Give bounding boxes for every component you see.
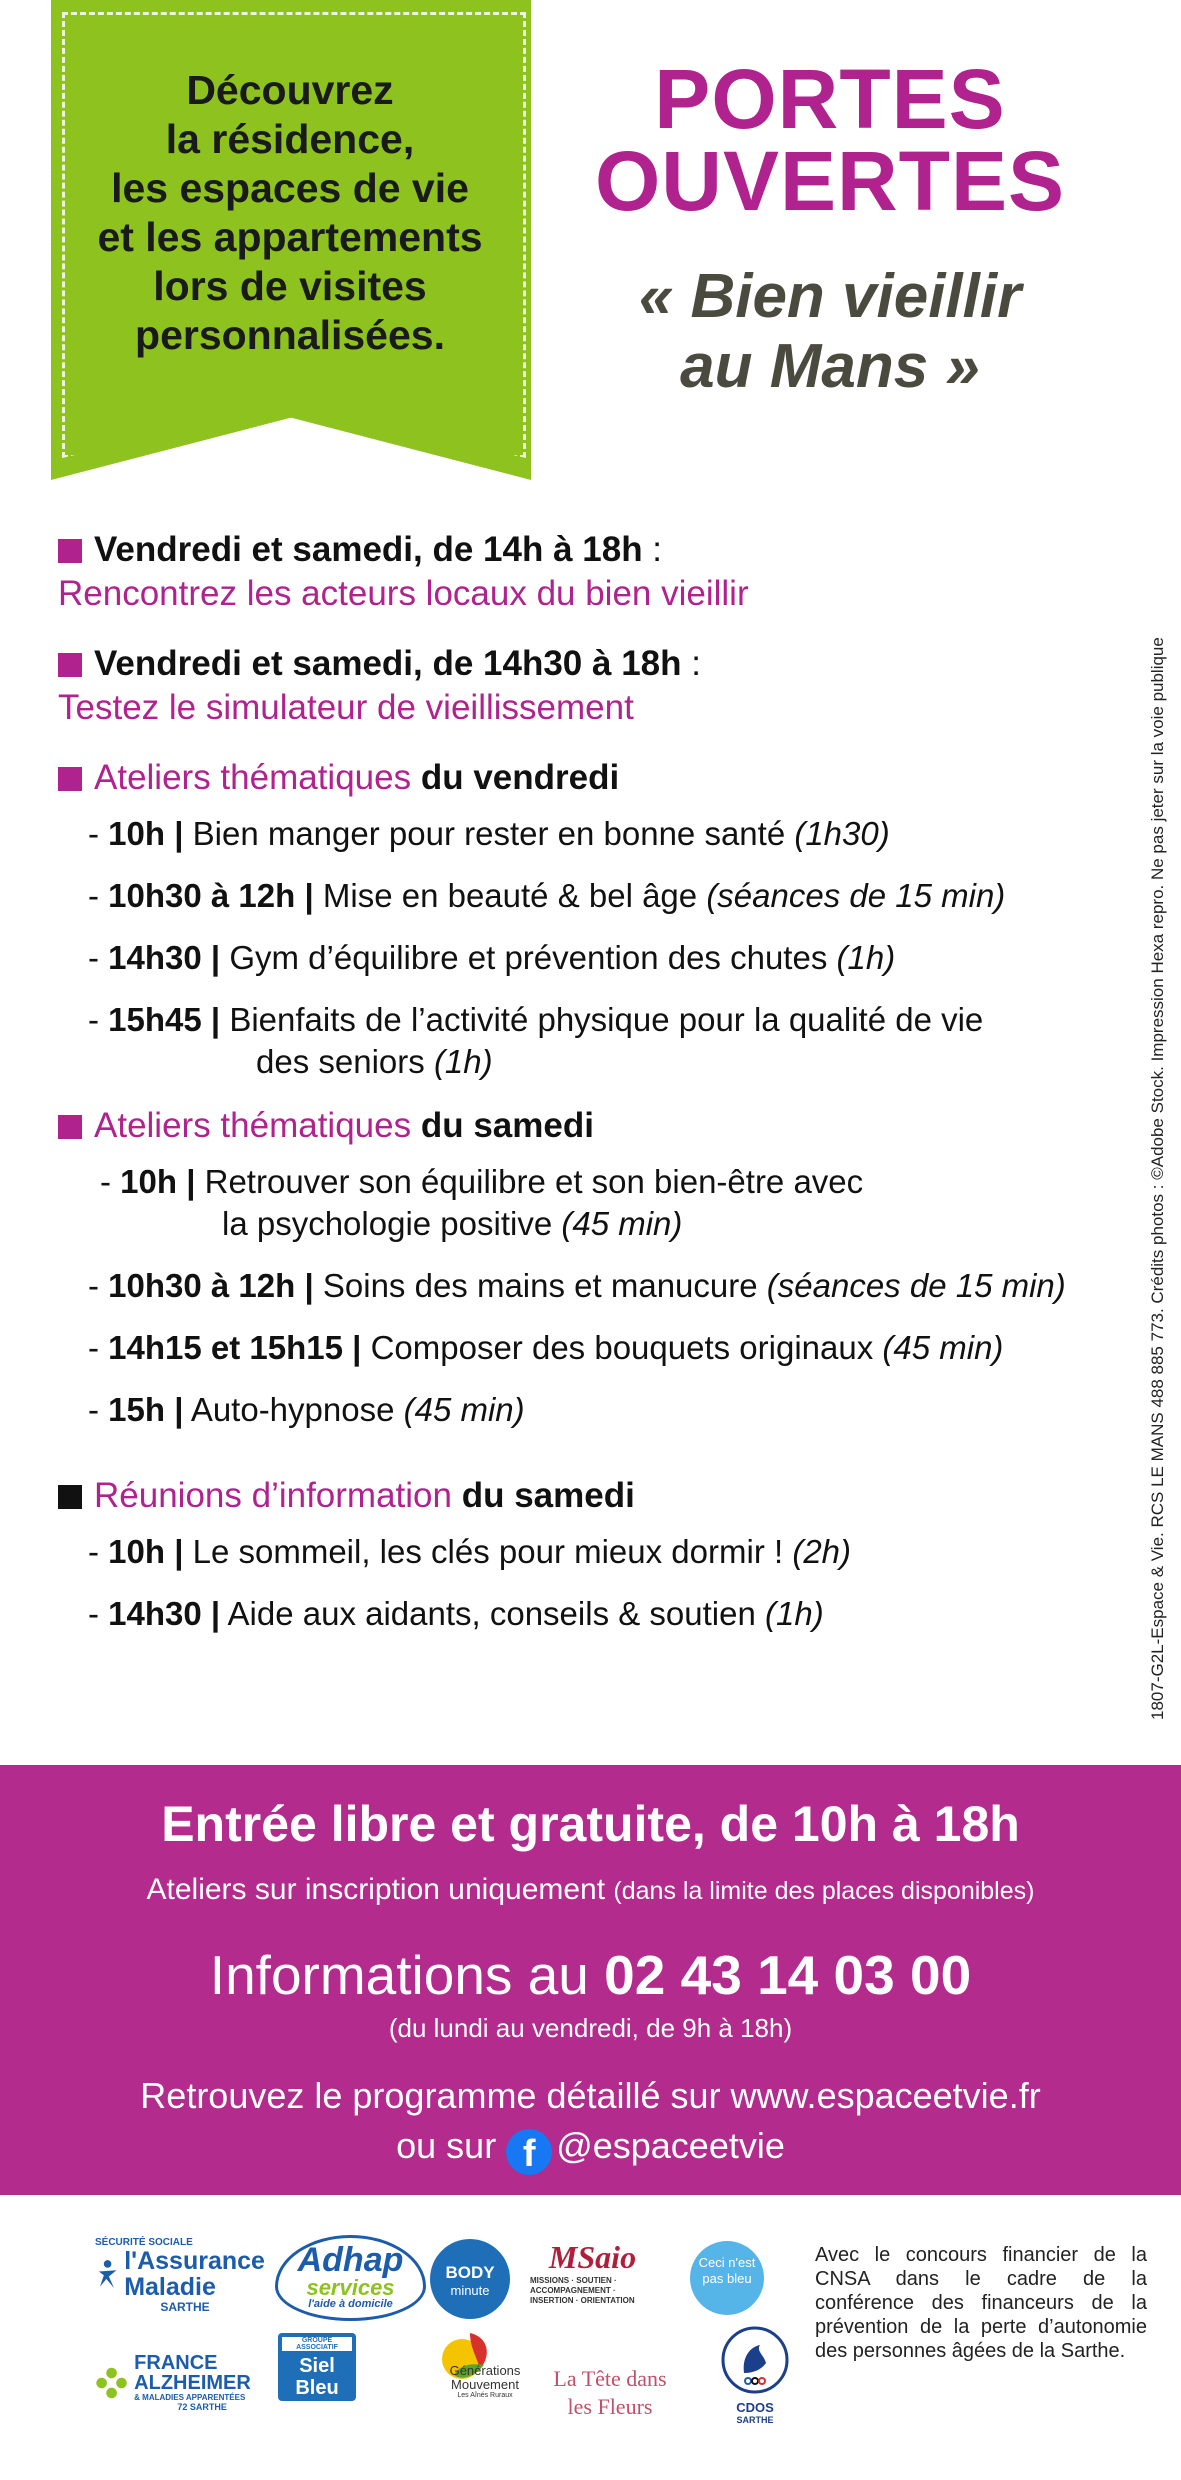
ceci-nest-pas-bleu-logo: [690, 2241, 764, 2315]
banner-text: [70, 66, 510, 360]
body-minute-logo: [430, 2239, 510, 2319]
tete-dans-les-fleurs-logo: La Tête dans les Fleurs: [553, 2366, 667, 2419]
social-handle[interactable]: @espaceetvie: [556, 2125, 785, 2166]
logo-text: Les Aînés Ruraux: [457, 2392, 513, 2399]
list-item: - 14h30 | Gym d’équilibre et prévention des chutes (1h): [88, 939, 896, 976]
title-line: OUVERTES: [594, 134, 1066, 228]
siel-bleu-logo: [278, 2333, 356, 2401]
facebook-icon[interactable]: f: [506, 2129, 552, 2175]
subtitle-line: au Mans »: [680, 332, 980, 401]
bullet-square-icon: [58, 539, 82, 563]
section-heading-friday: [58, 756, 1118, 800]
item-text: Soins des mains et manucure: [322, 1267, 767, 1304]
logo-text: MISSIONS · SOUTIEN · ACCOMPAGNEMENT · INSERTION · ORIENTATION: [530, 2276, 635, 2305]
section-heading-bold: du samedi: [411, 1106, 594, 1145]
list-item: - 10h | Le sommeil, les clés pour mieux dormir ! (2h): [88, 1533, 852, 1570]
item-text: Gym d’équilibre et prévention des chutes: [229, 939, 837, 976]
title-line: PORTES: [654, 52, 1006, 146]
logo-text: l'aide à domicile: [308, 2298, 393, 2310]
item-time: 10h30 à 12h: [108, 877, 296, 914]
event-description: Rencontrez les acteurs locaux du bien vieillir: [58, 574, 749, 613]
registration-note: (dans la limite des places disponibles): [613, 1877, 1035, 1905]
registration-text: [0, 1873, 1181, 1907]
social-prefix: ou sur: [396, 2125, 507, 2166]
logo-text: SARTHE: [160, 2300, 210, 2314]
assurance-maladie-logo: [95, 2237, 275, 2314]
subtitle-line: « Bien vieillir: [638, 262, 1022, 331]
banner-line: la résidence,: [165, 116, 415, 162]
item-time: 14h30: [108, 939, 202, 976]
event-colon: :: [681, 644, 701, 683]
item-text: Composer des bouquets originaux: [370, 1329, 883, 1366]
item-duration: (1h30): [794, 815, 890, 852]
logo-text: CDOS: [715, 2400, 795, 2415]
entry-text: Entrée libre et gratuite, de 10h à 18h: [161, 1796, 1020, 1852]
logo-text: minute: [450, 2283, 490, 2298]
event-colon: :: [642, 530, 663, 569]
section-heading-colored: Ateliers thématiques: [94, 1106, 412, 1145]
item-text: des seniors: [256, 1043, 434, 1080]
item-text: Auto-hypnose: [190, 1391, 404, 1428]
event-title: Vendredi et samedi, de 14h à 18h: [94, 530, 643, 569]
banner-line: personnalisées.: [135, 312, 445, 358]
generations-mouvement-logo: [405, 2325, 535, 2399]
section-heading-saturday: [58, 1104, 1118, 1148]
logo-text: Ceci n'est pas bleu: [698, 2255, 756, 2286]
bullet-square-icon: [58, 1485, 82, 1509]
item-duration: (2h): [792, 1533, 852, 1570]
bullet-square-icon: [58, 767, 82, 791]
item-time: 15h: [108, 1391, 166, 1428]
list-item: - 14h30 | Aide aux aidants, conseils & soutien (1h): [88, 1595, 824, 1632]
item-duration: (45 min): [882, 1329, 1004, 1366]
list-item: - 10h30 à 12h | Soins des mains et manucure (séances de 15 min): [88, 1267, 1066, 1304]
page-subtitle: [580, 262, 1080, 402]
msaio-logo: [530, 2239, 655, 2306]
item-time: 10h: [108, 1533, 166, 1570]
item-text: Retrouver son équilibre et son bien-être avec: [204, 1163, 864, 1200]
logo-text: SARTHE: [736, 2415, 774, 2425]
item-text: Mise en beauté & bel âge: [322, 877, 707, 914]
section-heading-bold: du samedi: [451, 1476, 635, 1515]
logo-text: & MALADIES APPARENTÉES: [134, 2393, 246, 2402]
social-line: [0, 2125, 1181, 2175]
item-time: 10h: [108, 815, 166, 852]
list-item: - 15h45 | Bienfaits de l’activité physique pour la qualité de vie: [88, 1001, 984, 1038]
logo-text: SÉCURITÉ SOCIALE: [95, 2237, 193, 2248]
logo-text: Adhap: [297, 2241, 404, 2279]
item-duration: (1h): [765, 1595, 824, 1632]
partner-note: Avec le concours financier de la CNSA dans le cadre de la conférence des financeurs de la prévention de la perte d’autonomie des personnes âgées de la Sarthe.: [815, 2244, 1147, 2362]
item-text: Bien manger pour rester en bonne santé: [192, 815, 795, 852]
item-duration: (45 min): [561, 1205, 683, 1242]
program-link-text[interactable]: Retrouvez le programme détaillé sur www.espaceetvie.fr: [140, 2075, 1041, 2116]
event-title: Vendredi et samedi, de 14h30 à 18h: [94, 644, 682, 683]
info-band: [0, 1765, 1181, 2195]
logo-text: l'Assurance Maladie: [124, 2247, 265, 2301]
item-time: 10h: [120, 1163, 178, 1200]
logo-text: GROUPE ASSOCIATIF: [282, 2337, 352, 2351]
opening-hours: (du lundi au vendredi, de 9h à 18h): [388, 2013, 793, 2043]
logo-text: FRANCE ALZHEIMER: [134, 2352, 251, 2394]
alzheimer-flower-icon: [95, 2358, 128, 2408]
logo-text: BODY: [445, 2263, 495, 2282]
registration-label: Ateliers sur inscription uniquement: [146, 1873, 606, 1906]
phone-line: [0, 1943, 1181, 2007]
cdos-rooster-icon: [720, 2325, 790, 2395]
banner-line: et les appartements: [97, 214, 483, 260]
item-time: 14h15 et 15h15: [108, 1329, 343, 1366]
adhap-logo: [275, 2235, 426, 2321]
event-heading: [58, 528, 1118, 572]
list-item: - 10h | Retrouver son équilibre et son bien-être avec: [100, 1163, 864, 1200]
section-heading-bold: du vendredi: [411, 758, 620, 797]
side-credit: 1807-G2L-Espace & Vie. RCS LE MANS 488 885 773. Crédits photos : ©Adobe Stock. Impression Hexa repro. Ne pas jeter sur la voie publique: [1148, 637, 1167, 1720]
item-text: Aide aux aidants, conseils & soutien: [227, 1595, 766, 1632]
list-item-continuation: [58, 1204, 1118, 1244]
bullet-square-icon: [58, 1115, 82, 1139]
section-heading-colored: Ateliers thématiques: [94, 758, 412, 797]
logo-text: Siel Bleu: [295, 2355, 339, 2399]
event-heading: [58, 642, 1118, 686]
assurance-figure-icon: [95, 2250, 120, 2298]
item-duration: (45 min): [403, 1391, 525, 1428]
item-duration: (1h): [836, 939, 896, 976]
item-time: 14h30: [108, 1595, 202, 1632]
france-alzheimer-logo: [95, 2353, 270, 2412]
item-duration: (séances de 15 min): [766, 1267, 1066, 1304]
banner-line: les espaces de vie: [111, 165, 469, 211]
banner-line: lors de visites: [153, 263, 427, 309]
logo-text: 72 SARTHE: [177, 2402, 227, 2412]
item-duration: (séances de 15 min): [706, 877, 1006, 914]
item-text: la psychologie positive: [222, 1205, 562, 1242]
event-description: Testez le simulateur de vieillissement: [58, 688, 634, 727]
page-title: [580, 52, 1080, 228]
list-item: - 10h | Bien manger pour rester en bonne santé (1h30): [88, 815, 890, 852]
bullet-square-icon: [58, 653, 82, 677]
logo-text: MSaio: [548, 2239, 637, 2275]
list-item: - 15h | Auto-hypnose (45 min): [88, 1391, 525, 1428]
list-item: - 10h30 à 12h | Mise en beauté & bel âge (séances de 15 min): [88, 877, 1006, 914]
section-heading-colored: Réunions d’information: [94, 1476, 452, 1515]
section-heading-meetings: [58, 1474, 1118, 1518]
info-label: Informations au: [209, 1944, 605, 2006]
list-item-continuation: [58, 1042, 1118, 1082]
item-duration: (1h): [433, 1043, 493, 1080]
item-text: Le sommeil, les clés pour mieux dormir !: [192, 1533, 793, 1570]
phone-number[interactable]: 02 43 14 03 00: [604, 1944, 972, 2006]
cdos-logo: [715, 2325, 795, 2425]
logo-text: services: [306, 2275, 395, 2300]
item-time: 10h30 à 12h: [108, 1267, 296, 1304]
item-text: Bienfaits de l’activité physique pour la qualité de vie: [229, 1001, 984, 1038]
banner-line: Découvrez: [186, 67, 394, 113]
list-item: - 14h15 et 15h15 | Composer des bouquets originaux (45 min): [88, 1329, 1004, 1366]
logo-text: Générations Mouvement: [449, 2363, 521, 2392]
item-time: 15h45: [108, 1001, 202, 1038]
program: [58, 528, 1118, 1656]
